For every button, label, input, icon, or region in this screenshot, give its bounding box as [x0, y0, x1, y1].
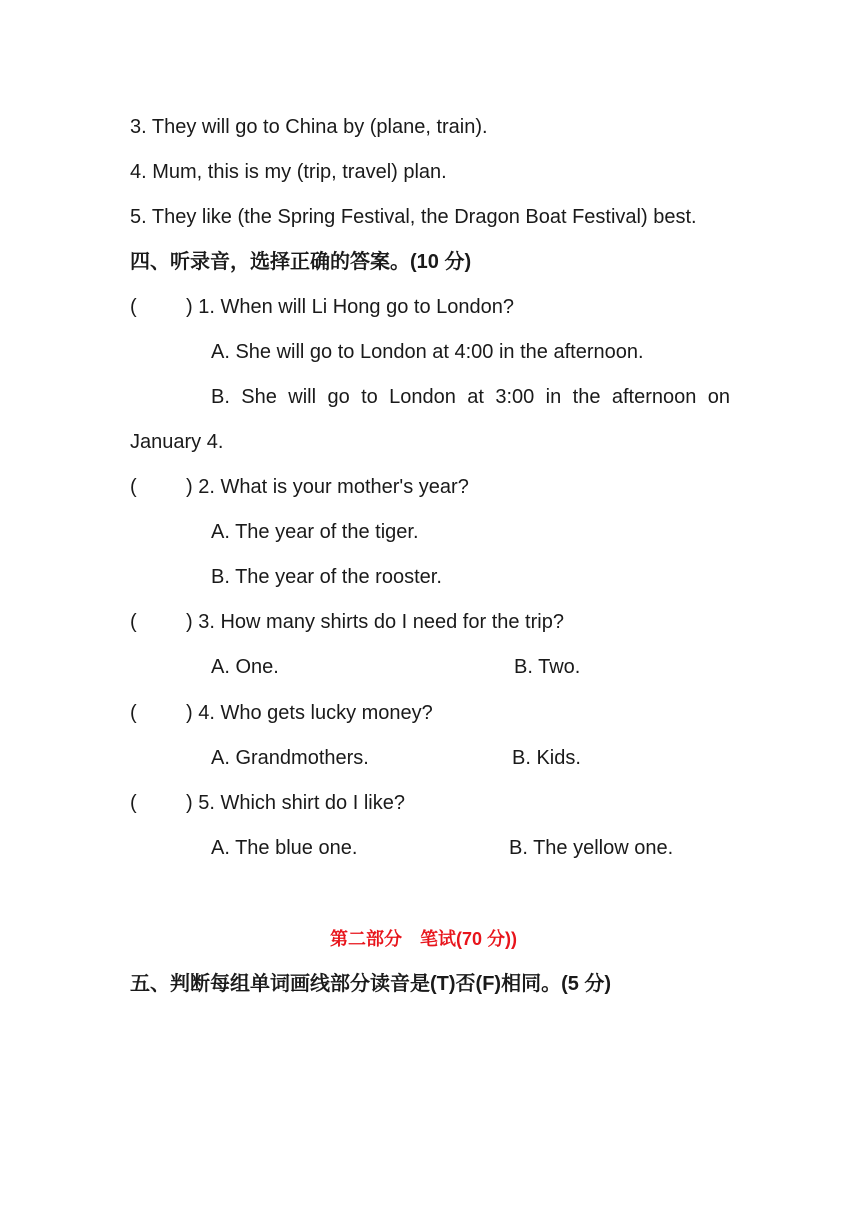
- answer-blank: (: [130, 702, 137, 724]
- question-text: 1. When will Li Hong go to London?: [198, 296, 514, 318]
- listening-question-2: ( ) 2. What is your mother's year?: [130, 476, 469, 498]
- listening-question-4: ( ) 4. Who gets lucky money?: [130, 702, 433, 724]
- q3-option-a: A. One.: [211, 656, 279, 678]
- question-text: 4. Who gets lucky money?: [198, 702, 433, 724]
- question-text: 5. Which shirt do I like?: [198, 792, 405, 814]
- q5-option-b: B. The yellow one.: [509, 837, 674, 859]
- answer-blank: (: [130, 792, 137, 814]
- answer-blank: (: [130, 296, 137, 318]
- q4-option-a: A. Grandmothers.: [211, 747, 369, 769]
- section-4-heading: 四、听录音，选择正确的答案。(10 分): [130, 251, 472, 273]
- question-text: 3. How many shirts do I need for the trip?: [198, 611, 564, 633]
- q4-option-b: B. Kids.: [512, 747, 581, 769]
- part-2-title: 第二部分 笔试(70 分)): [330, 929, 518, 949]
- section-5-heading: 五、判断每组单词画线部分读音是(T)否(F)相同。(5 分): [130, 973, 612, 995]
- listening-question-5: ( ) 5. Which shirt do I like?: [130, 792, 405, 814]
- q1-option-b: B. She will go to London at 3:00 in the afternoon on: [211, 386, 730, 408]
- q2-option-b: B. The year of the rooster.: [211, 566, 442, 588]
- q1-option-a: A. She will go to London at 4:00 in the afternoon.: [211, 341, 644, 363]
- q1-option-b-continued: January 4.: [130, 431, 224, 453]
- listening-question-3: ( ) 3. How many shirts do I need for the trip?: [130, 611, 564, 633]
- question-text: 2. What is your mother's year?: [198, 476, 469, 498]
- q3-option-b: B. Two.: [514, 656, 581, 678]
- q5-option-a: A. The blue one.: [211, 837, 358, 859]
- answer-blank: (: [130, 476, 137, 498]
- q2-option-a: A. The year of the tiger.: [211, 521, 419, 543]
- sentence-4: 4. Mum, this is my (trip, travel) plan.: [130, 161, 447, 183]
- sentence-5: 5. They like (the Spring Festival, the Dragon Boat Festival) best.: [130, 206, 697, 228]
- listening-question-1: ( ) 1. When will Li Hong go to London?: [130, 296, 514, 318]
- answer-blank: (: [130, 611, 137, 633]
- sentence-3: 3. They will go to China by (plane, train).: [130, 116, 488, 138]
